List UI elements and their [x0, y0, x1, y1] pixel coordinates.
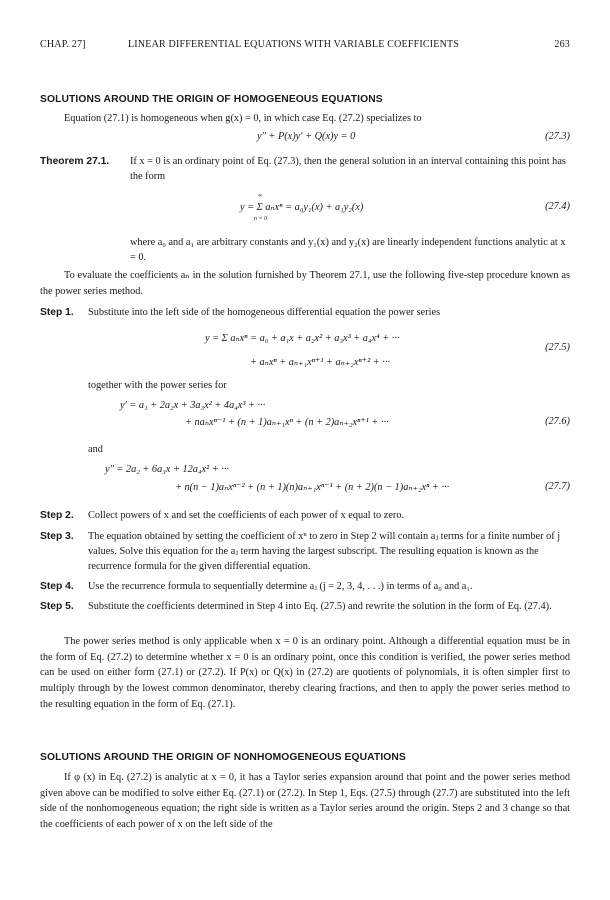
equation-27-7-line1: y″ = 2a₂ + 6a₃x + 12a₄x² + ··· — [105, 464, 229, 475]
equation-27-4: y = Σ aₙxⁿ = a₀y₁(x) + a₁y₂(x) — [240, 202, 364, 213]
theorem-text: If x = 0 is an ordinary point of Eq. (27.3), then the general solution in an interval containing this point has the form — [130, 156, 566, 183]
section2-paragraph: If φ (x) in Eq. (27.2) is analytic at x = 0, it has a Taylor series expansion around that point and the power series method given above can be modified to solve either Eq. (27.1) or (27.2). In Step 1, Eqs. (27.5) through (27.7) are substituted into the left side of the nonhomogeneous equation; the right side is written as a Taylor series around the origin. Steps 2 and 3 change so that the coefficients of each power of x on the left side of the — [40, 772, 570, 831]
equation-27-7-line2: + n(n − 1)aₙxⁿ⁻² + (n + 1)(n)aₙ₊₁xⁿ⁻¹ + (n + 2)(n − 1)aₙ₊₂xⁿ + ··· — [175, 482, 450, 493]
equation-27-6-line1: y′ = a₁ + 2a₂x + 3a₃x² + 4a₄x³ + ··· — [120, 400, 266, 411]
step-1-text: Substitute into the left side of the homogeneous differential equation the power series — [88, 307, 441, 318]
equation-27-3-tag: (27.3) — [545, 131, 570, 142]
step-5-text: Substitute the coefficients determined in Step 4 into Eq. (27.5) and rewrite the solution in the form of Eq. (27.4). — [88, 601, 552, 612]
equation-27-4-tag: (27.4) — [545, 201, 570, 212]
section1-intro: Equation (27.1) is homogeneous when g(x) = 0, in which case Eq. (27.2) specializes to — [64, 113, 422, 124]
procedure-intro: To evaluate the coefficients aₙ in the solution furnished by Theorem 27.1, use the following five-step procedure known as the power series method. — [40, 270, 570, 297]
section-heading-homogeneous: SOLUTIONS AROUND THE ORIGIN OF HOMOGENEOUS EQUATIONS — [40, 94, 383, 105]
page-number: 263 — [554, 39, 570, 50]
theorem-label: Theorem 27.1. — [40, 156, 110, 167]
equation-27-6-line2: + naₙxⁿ⁻¹ + (n + 1)aₙ₊₁xⁿ + (n + 2)aₙ₊₂xⁿ⁺¹ + ··· — [185, 417, 389, 428]
running-header — [40, 39, 570, 53]
section-heading-nonhomogeneous: SOLUTIONS AROUND THE ORIGIN OF NONHOMOGENEOUS EQUATIONS — [40, 752, 406, 763]
equation-27-6-tag: (27.6) — [545, 416, 570, 427]
step-1-label: Step 1. — [40, 307, 74, 318]
equation-27-5-tag: (27.5) — [545, 342, 570, 353]
together-text: together with the power series for — [88, 380, 227, 391]
step-5-label: Step 5. — [40, 601, 74, 612]
step-2-text: Collect powers of x and set the coefficients of each power of x equal to zero. — [88, 510, 405, 521]
closing-paragraph: The power series method is only applicable when x = 0 is an ordinary point. Although a differential equation must be in the form of Eq. (27.2) to determine whether x = 0 is an ordinary point, once this condition is verified, the power series method can be used on either form (27.1) or (27.2). If P(x) or Q(x) in (27.2) are quotients of polynomials, it is often simpler first to multiply through by the lowest common denominator, thereby clearing fractions, and then to apply the power series method to the resulting equation in the form of Eq. (27.1). — [40, 636, 570, 710]
running-title: LINEAR DIFFERENTIAL EQUATIONS WITH VARIABLE COEFFICIENTS — [128, 39, 460, 50]
sum-upper-limit: ∞ — [258, 193, 263, 199]
step-2-label: Step 2. — [40, 510, 74, 521]
step-4-text: Use the recurrence formula to sequentially determine aⱼ (j = 2, 3, 4, . . .) in terms of a₀ and a₁. — [88, 581, 473, 592]
equation-27-5-line2: + aₙxⁿ + aₙ₊₁xⁿ⁺¹ + aₙ₊₂xⁿ⁺² + ··· — [250, 357, 391, 368]
chapter-label: CHAP. 27] — [40, 39, 86, 50]
equation-27-5-line1: y = Σ aₙxⁿ = a₀ + a₁x + a₂x² + a₃x³ + a₄x⁴ + ··· — [205, 333, 400, 344]
step-4-label: Step 4. — [40, 581, 74, 592]
step-3-label: Step 3. — [40, 531, 74, 542]
theorem-after-text: where a₀ and a₁ are arbitrary constants and y₁(x) and y₂(x) are linearly independent functions analytic at x = 0. — [130, 237, 566, 264]
sum-lower-limit: n = 0 — [254, 216, 268, 222]
equation-27-7-tag: (27.7) — [545, 481, 570, 492]
and-text: and — [88, 444, 103, 455]
step-3-text: The equation obtained by setting the coefficient of xⁿ to zero in Step 2 will contain aⱼ terms for a finite number of j values. Solve this equation for the aⱼ term having the largest subscript. The resulting equation is known as the recurrence formula for the given differential equation. — [88, 531, 561, 573]
equation-27-3: y″ + P(x)y′ + Q(x)y = 0 — [257, 131, 356, 142]
